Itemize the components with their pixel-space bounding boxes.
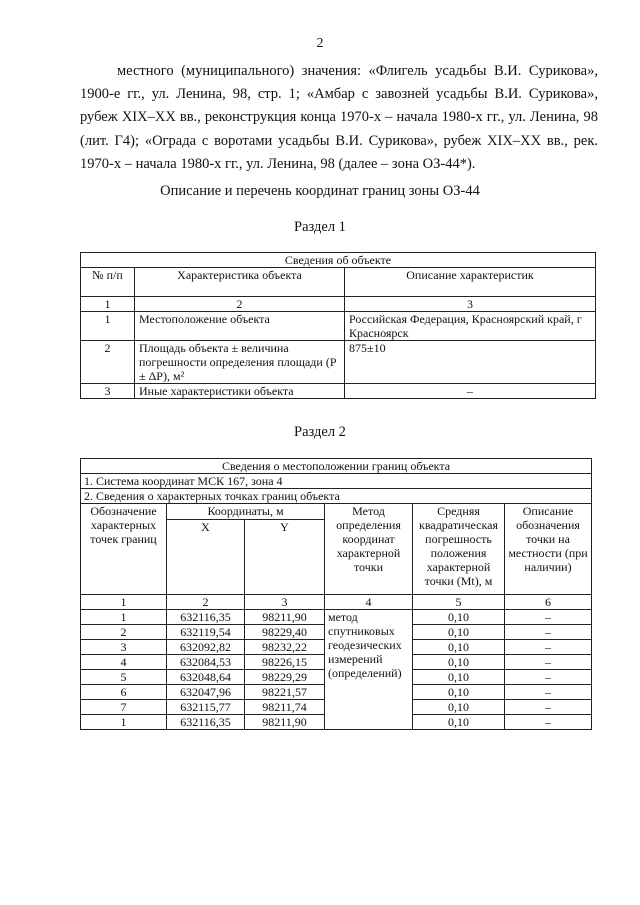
point-x: 632092,82 — [167, 640, 245, 655]
column-number: 1 — [81, 297, 135, 312]
characteristic-name: Площадь объекта ± величина погрешности определения площади (P ± ΔP), м² — [135, 341, 345, 384]
characteristic-value: Российская Федерация, Красноярский край, г Красноярск — [345, 312, 596, 341]
column-number: 2 — [167, 595, 245, 610]
intro-paragraph: местного (муниципального) значения: «Флигель усадьбы В.И. Сурикова», 1900-е гг., ул. Ленина, 98, стр. 1; «Амбар с завозней усадьбы В.И. Сурикова», рубеж XIX–XX вв., реконструкция конца 1970-х – начала 1980-х гг., ул. Ленина, 98 (лит. Г4); «Ограда с воротами усадьбы В.И. Сурикова», рубеж XIX–XX вв., рек. 1970-х – начала 1980-х гг., ул. Ленина, 98 (далее – зона ОЗ-44*). — [80, 63, 598, 172]
point-description: – — [505, 685, 592, 700]
row-number: 1 — [81, 312, 135, 341]
column-header: Характеристика объекта — [135, 268, 345, 297]
point-x: 632116,35 — [167, 610, 245, 625]
coordinate-system-line: 1. Система координат МСК 167, зона 4 — [81, 474, 592, 489]
object-info-table — [80, 252, 596, 399]
method-cell: метод спутниковых геодезических измерений (определений) — [325, 610, 413, 730]
row-number: 3 — [81, 384, 135, 399]
boundary-points-table — [80, 458, 592, 730]
column-number: 5 — [413, 595, 505, 610]
column-number: 4 — [325, 595, 413, 610]
characteristic-name: Местоположение объекта — [135, 312, 345, 341]
table-row — [81, 341, 596, 384]
column-header: Описание характеристик — [345, 268, 596, 297]
point-x: 632116,35 — [167, 715, 245, 730]
point-description: – — [505, 640, 592, 655]
characteristic-value: – — [345, 384, 596, 399]
point-id: 6 — [81, 685, 167, 700]
row-number: 2 — [81, 341, 135, 384]
column-number: 3 — [345, 297, 596, 312]
point-id: 7 — [81, 700, 167, 715]
point-id: 1 — [81, 610, 167, 625]
header-y: Y — [245, 520, 325, 595]
characteristic-name: Иные характеристики объекта — [135, 384, 345, 399]
point-id: 4 — [81, 655, 167, 670]
point-description: – — [505, 670, 592, 685]
point-y: 98232,22 — [245, 640, 325, 655]
table-row — [81, 384, 596, 399]
point-y: 98211,90 — [245, 610, 325, 625]
header-method: Метод определения координат характерной точки — [325, 504, 413, 595]
table-title: Сведения о местоположении границ объекта — [81, 459, 592, 474]
point-y: 98229,40 — [245, 625, 325, 640]
column-number: 3 — [245, 595, 325, 610]
points-info-line: 2. Сведения о характерных точках границ объекта — [81, 489, 592, 504]
point-y: 98211,74 — [245, 700, 325, 715]
point-y: 98229,29 — [245, 670, 325, 685]
point-id: 1 — [81, 715, 167, 730]
characteristic-value: 875±10 — [345, 341, 596, 384]
point-y: 98226,15 — [245, 655, 325, 670]
point-x: 632084,53 — [167, 655, 245, 670]
point-error: 0,10 — [413, 610, 505, 625]
table-row — [81, 610, 592, 625]
point-y: 98211,90 — [245, 715, 325, 730]
point-description: – — [505, 655, 592, 670]
point-description: – — [505, 715, 592, 730]
point-y: 98221,57 — [245, 685, 325, 700]
column-number: 2 — [135, 297, 345, 312]
column-number: 1 — [81, 595, 167, 610]
header-description: Описание обозначения точки на местности (при наличии) — [505, 504, 592, 595]
point-id: 5 — [81, 670, 167, 685]
point-error: 0,10 — [413, 715, 505, 730]
point-x: 632115,77 — [167, 700, 245, 715]
point-description: – — [505, 625, 592, 640]
table-row — [81, 312, 596, 341]
header-x: X — [167, 520, 245, 595]
header-coords: Координаты, м — [167, 504, 325, 520]
table-title: Сведения об объекте — [81, 253, 596, 268]
column-header: № п/п — [81, 268, 135, 297]
header-error: Средняя квадратическая погрешность положения характерной точки (Mt), м — [413, 504, 505, 595]
point-error: 0,10 — [413, 640, 505, 655]
section2-title: Раздел 2 — [294, 424, 346, 440]
point-error: 0,10 — [413, 655, 505, 670]
column-number: 6 — [505, 595, 592, 610]
point-error: 0,10 — [413, 685, 505, 700]
point-description: – — [505, 700, 592, 715]
point-description: – — [505, 610, 592, 625]
point-x: 632119,54 — [167, 625, 245, 640]
point-id: 2 — [81, 625, 167, 640]
point-x: 632048,64 — [167, 670, 245, 685]
header-point: Обозначение характерных точек границ — [81, 504, 167, 595]
point-id: 3 — [81, 640, 167, 655]
section1-title: Раздел 1 — [294, 219, 346, 235]
point-error: 0,10 — [413, 700, 505, 715]
main-heading: Описание и перечень координат границ зоны ОЗ-44 — [160, 183, 480, 199]
point-x: 632047,96 — [167, 685, 245, 700]
page-number: 2 — [316, 36, 324, 51]
point-error: 0,10 — [413, 670, 505, 685]
point-error: 0,10 — [413, 625, 505, 640]
